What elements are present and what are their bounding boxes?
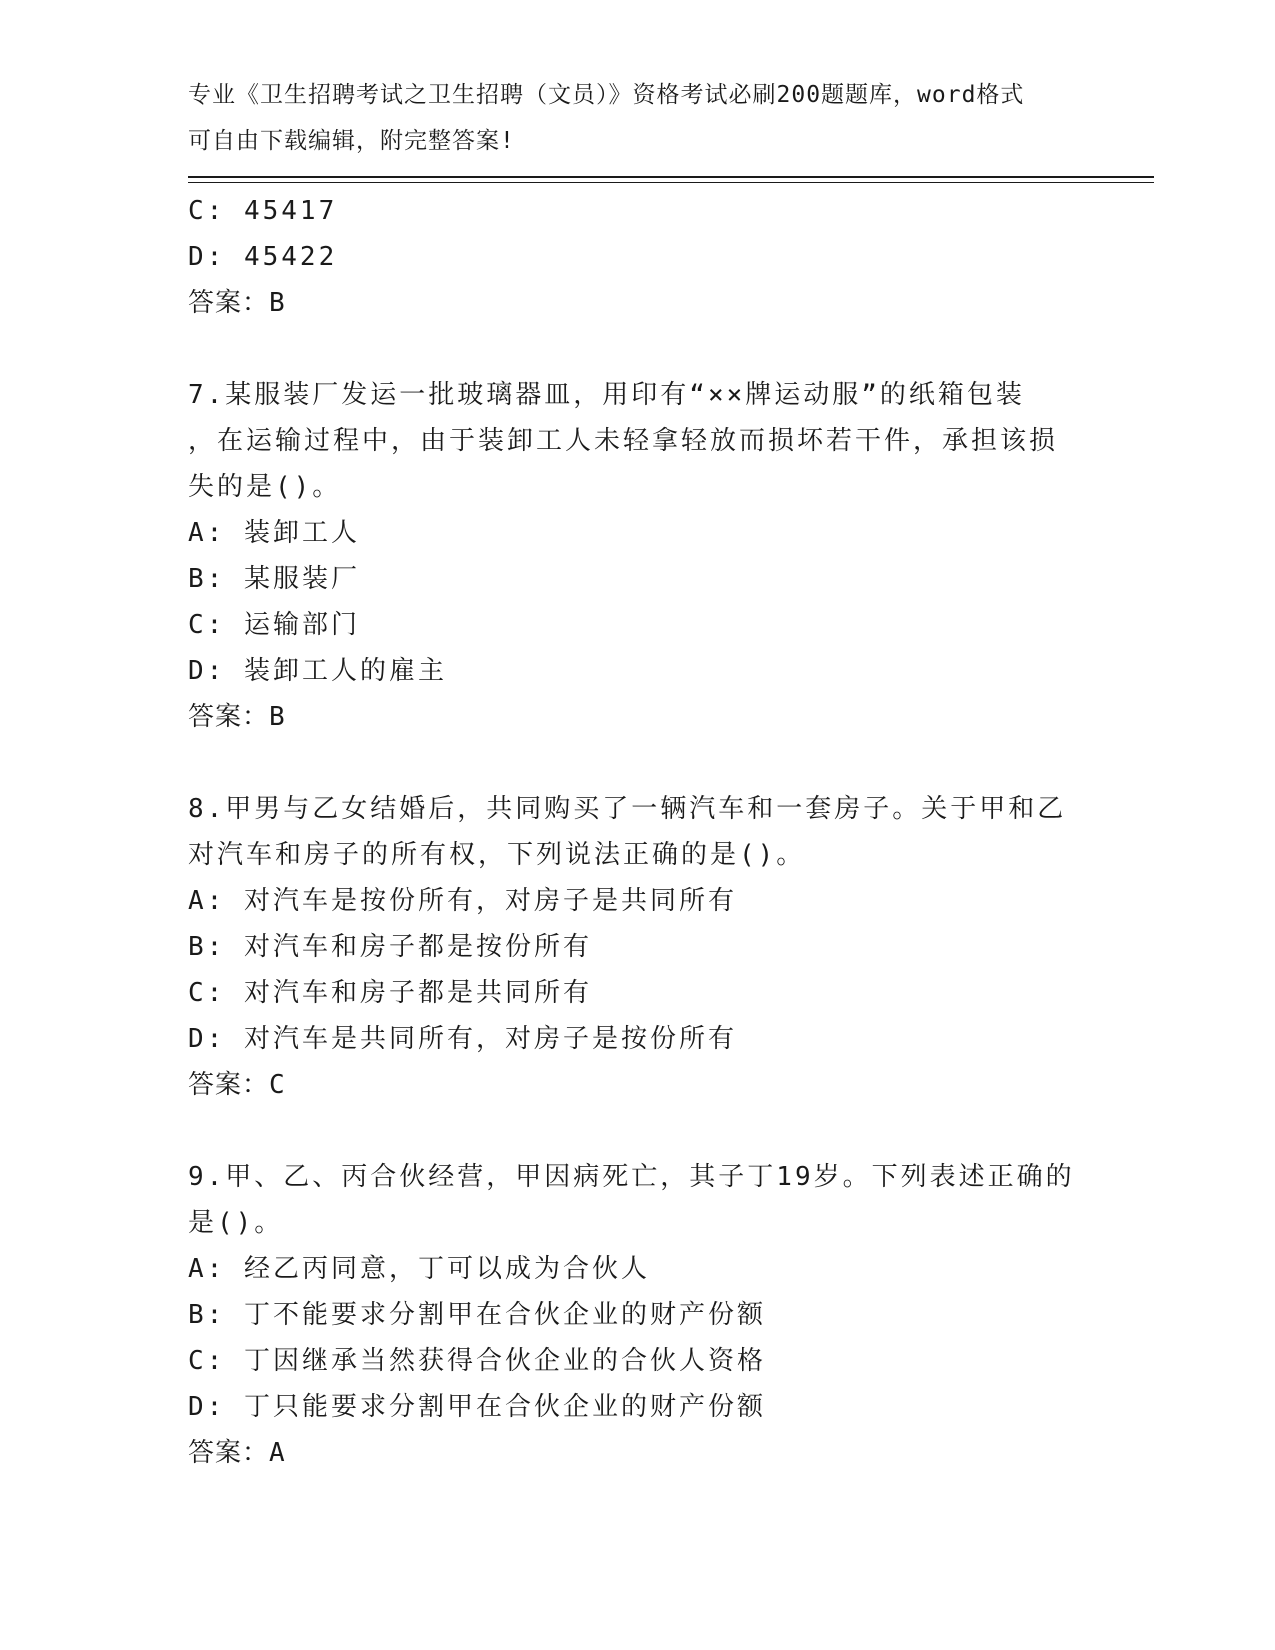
option-d: D: 装卸工人的雇主 [188,656,447,686]
document-body [188,188,1088,1476]
option-a: A: 对汽车是按份所有，对房子是共同所有 [188,886,737,916]
option-a: A: 经乙丙同意，丁可以成为合伙人 [188,1254,650,1284]
question-text-line: ，在运输过程中，由于装卸工人未轻拿轻放而损坏若干件，承担该损 [188,426,1059,456]
option-c: C: 运输部门 [188,610,360,640]
option-b: B: 丁不能要求分割甲在合伙企业的财产份额 [188,1300,766,1330]
question-7 [188,372,1088,740]
answer: 答案：B [188,288,286,318]
spacer [188,740,1088,786]
header-line-1: 专业《卫生招聘考试之卫生招聘（文员）》资格考试必刷200题题库，word格式 [188,82,1025,108]
spacer [188,1108,1088,1154]
spacer [188,326,1088,372]
option-c: C: 丁因继承当然获得合伙企业的合伙人资格 [188,1346,766,1376]
question-text-line: 8.甲男与乙女结婚后，共同购买了一辆汽车和一套房子。关于甲和乙 [188,794,1067,824]
header-divider-thin [188,182,1154,183]
option-d: D: 丁只能要求分割甲在合伙企业的财产份额 [188,1392,766,1422]
question-text-line: 是()。 [188,1208,284,1238]
option-b: B: 某服装厂 [188,564,360,594]
header-divider-thick [188,176,1154,178]
option-d: D: 45422 [188,242,338,272]
option-a: A: 装卸工人 [188,518,360,548]
option-c: C: 对汽车和房子都是共同所有 [188,978,592,1008]
question-prev-tail [188,188,1088,326]
answer: 答案：C [188,1070,286,1100]
option-c: C: 45417 [188,196,338,226]
document-header [188,72,1088,164]
question-text-line: 7.某服装厂发运一批玻璃器皿，用印有“××牌运动服”的纸箱包装 [188,380,1025,410]
question-9 [188,1154,1088,1476]
header-line-2: 可自由下载编辑，附完整答案! [188,128,515,154]
option-d: D: 对汽车是共同所有，对房子是按份所有 [188,1024,737,1054]
option-b: B: 对汽车和房子都是按份所有 [188,932,592,962]
answer: 答案：B [188,702,286,732]
question-8 [188,786,1088,1108]
question-text-line: 失的是()。 [188,472,342,502]
answer: 答案：A [188,1438,286,1468]
question-text-line: 9.甲、乙、丙合伙经营，甲因病死亡，其子丁19岁。下列表述正确的 [188,1162,1075,1192]
question-text-line: 对汽车和房子的所有权，下列说法正确的是()。 [188,840,806,870]
